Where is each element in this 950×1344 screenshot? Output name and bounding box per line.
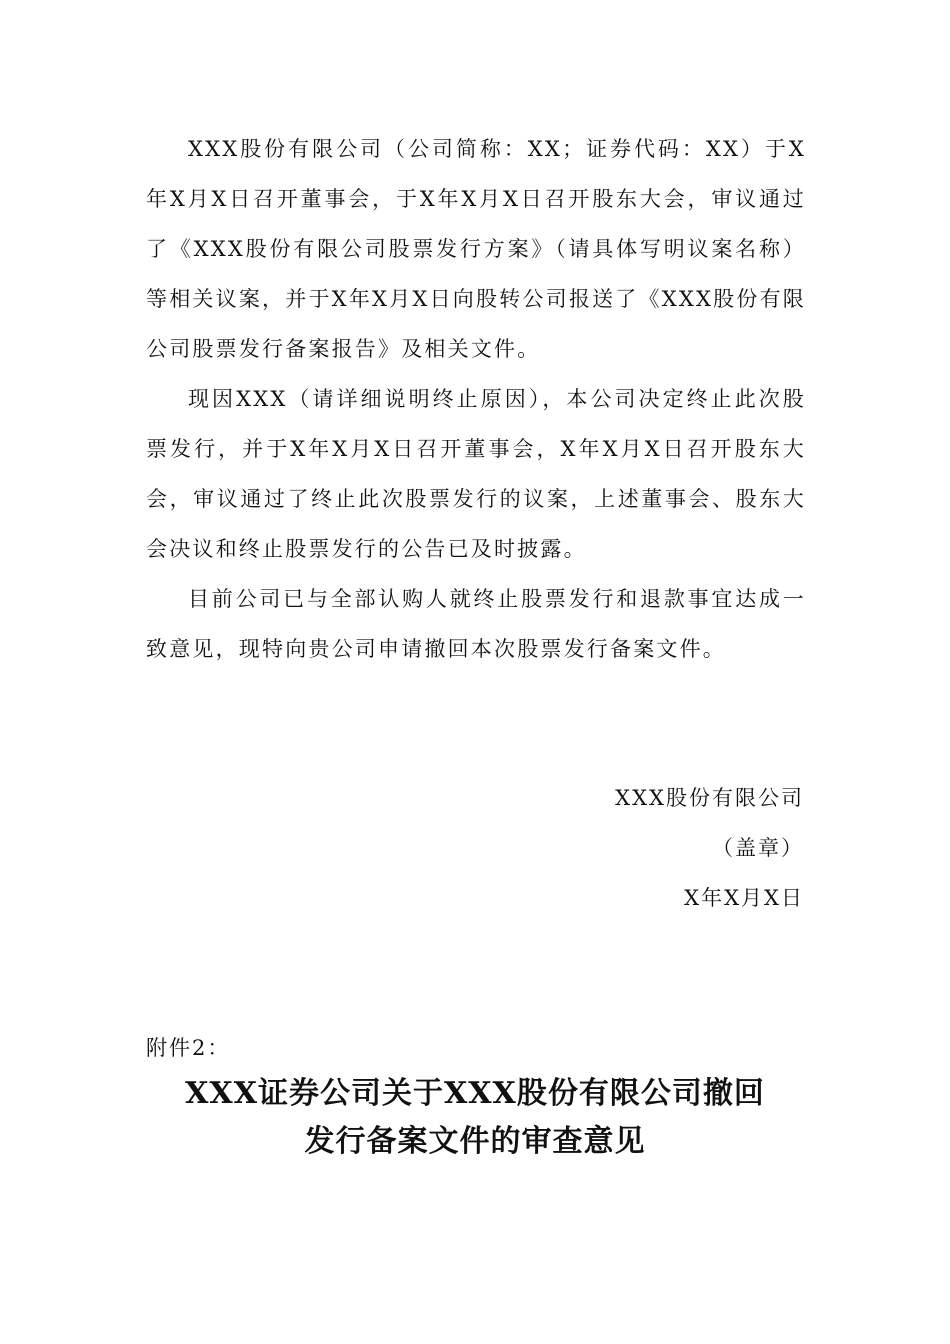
attachment-title [100, 1070, 850, 1166]
signature-date: X年X月X日 [684, 886, 804, 910]
signature-company: XXX股份有限公司 [615, 786, 804, 810]
letter-body [146, 124, 806, 674]
attachment-title-line-2: 发行备案文件的审查意见 [304, 1124, 646, 1159]
signature-block [615, 773, 804, 923]
attachment-title-line-1: XXX证券公司关于XXX股份有限公司撤回 [185, 1076, 765, 1111]
signature-seal: （盖章） [712, 836, 804, 860]
paragraph-filing-background: XXX股份有限公司（公司简称：XX；证券代码：XX）于X年X月X日召开董事会，于X年X月X日召开股东大会，审议通过了《XXX股份有限公司股票发行方案》（请具体写明议案名称）等相关议案，并于X年X月X日向股转公司报送了《XXX股份有限公司股票发行备案报告》及相关文件。 [146, 137, 806, 361]
paragraph-termination-reason: 现因XXX（请详细说明终止原因），本公司决定终止此次股票发行，并于X年X月X日召开董事会，X年X月X日召开股东大会，审议通过了终止此次股票发行的议案，上述董事会、股东大会决议和终止股票发行的公告已及时披露。 [146, 387, 806, 561]
paragraph-withdrawal-request: 目前公司已与全部认购人就终止股票发行和退款事宜达成一致意见，现特向贵公司申请撤回本次股票发行备案文件。 [146, 587, 806, 661]
attachment-label: 附件2： [146, 1036, 231, 1060]
